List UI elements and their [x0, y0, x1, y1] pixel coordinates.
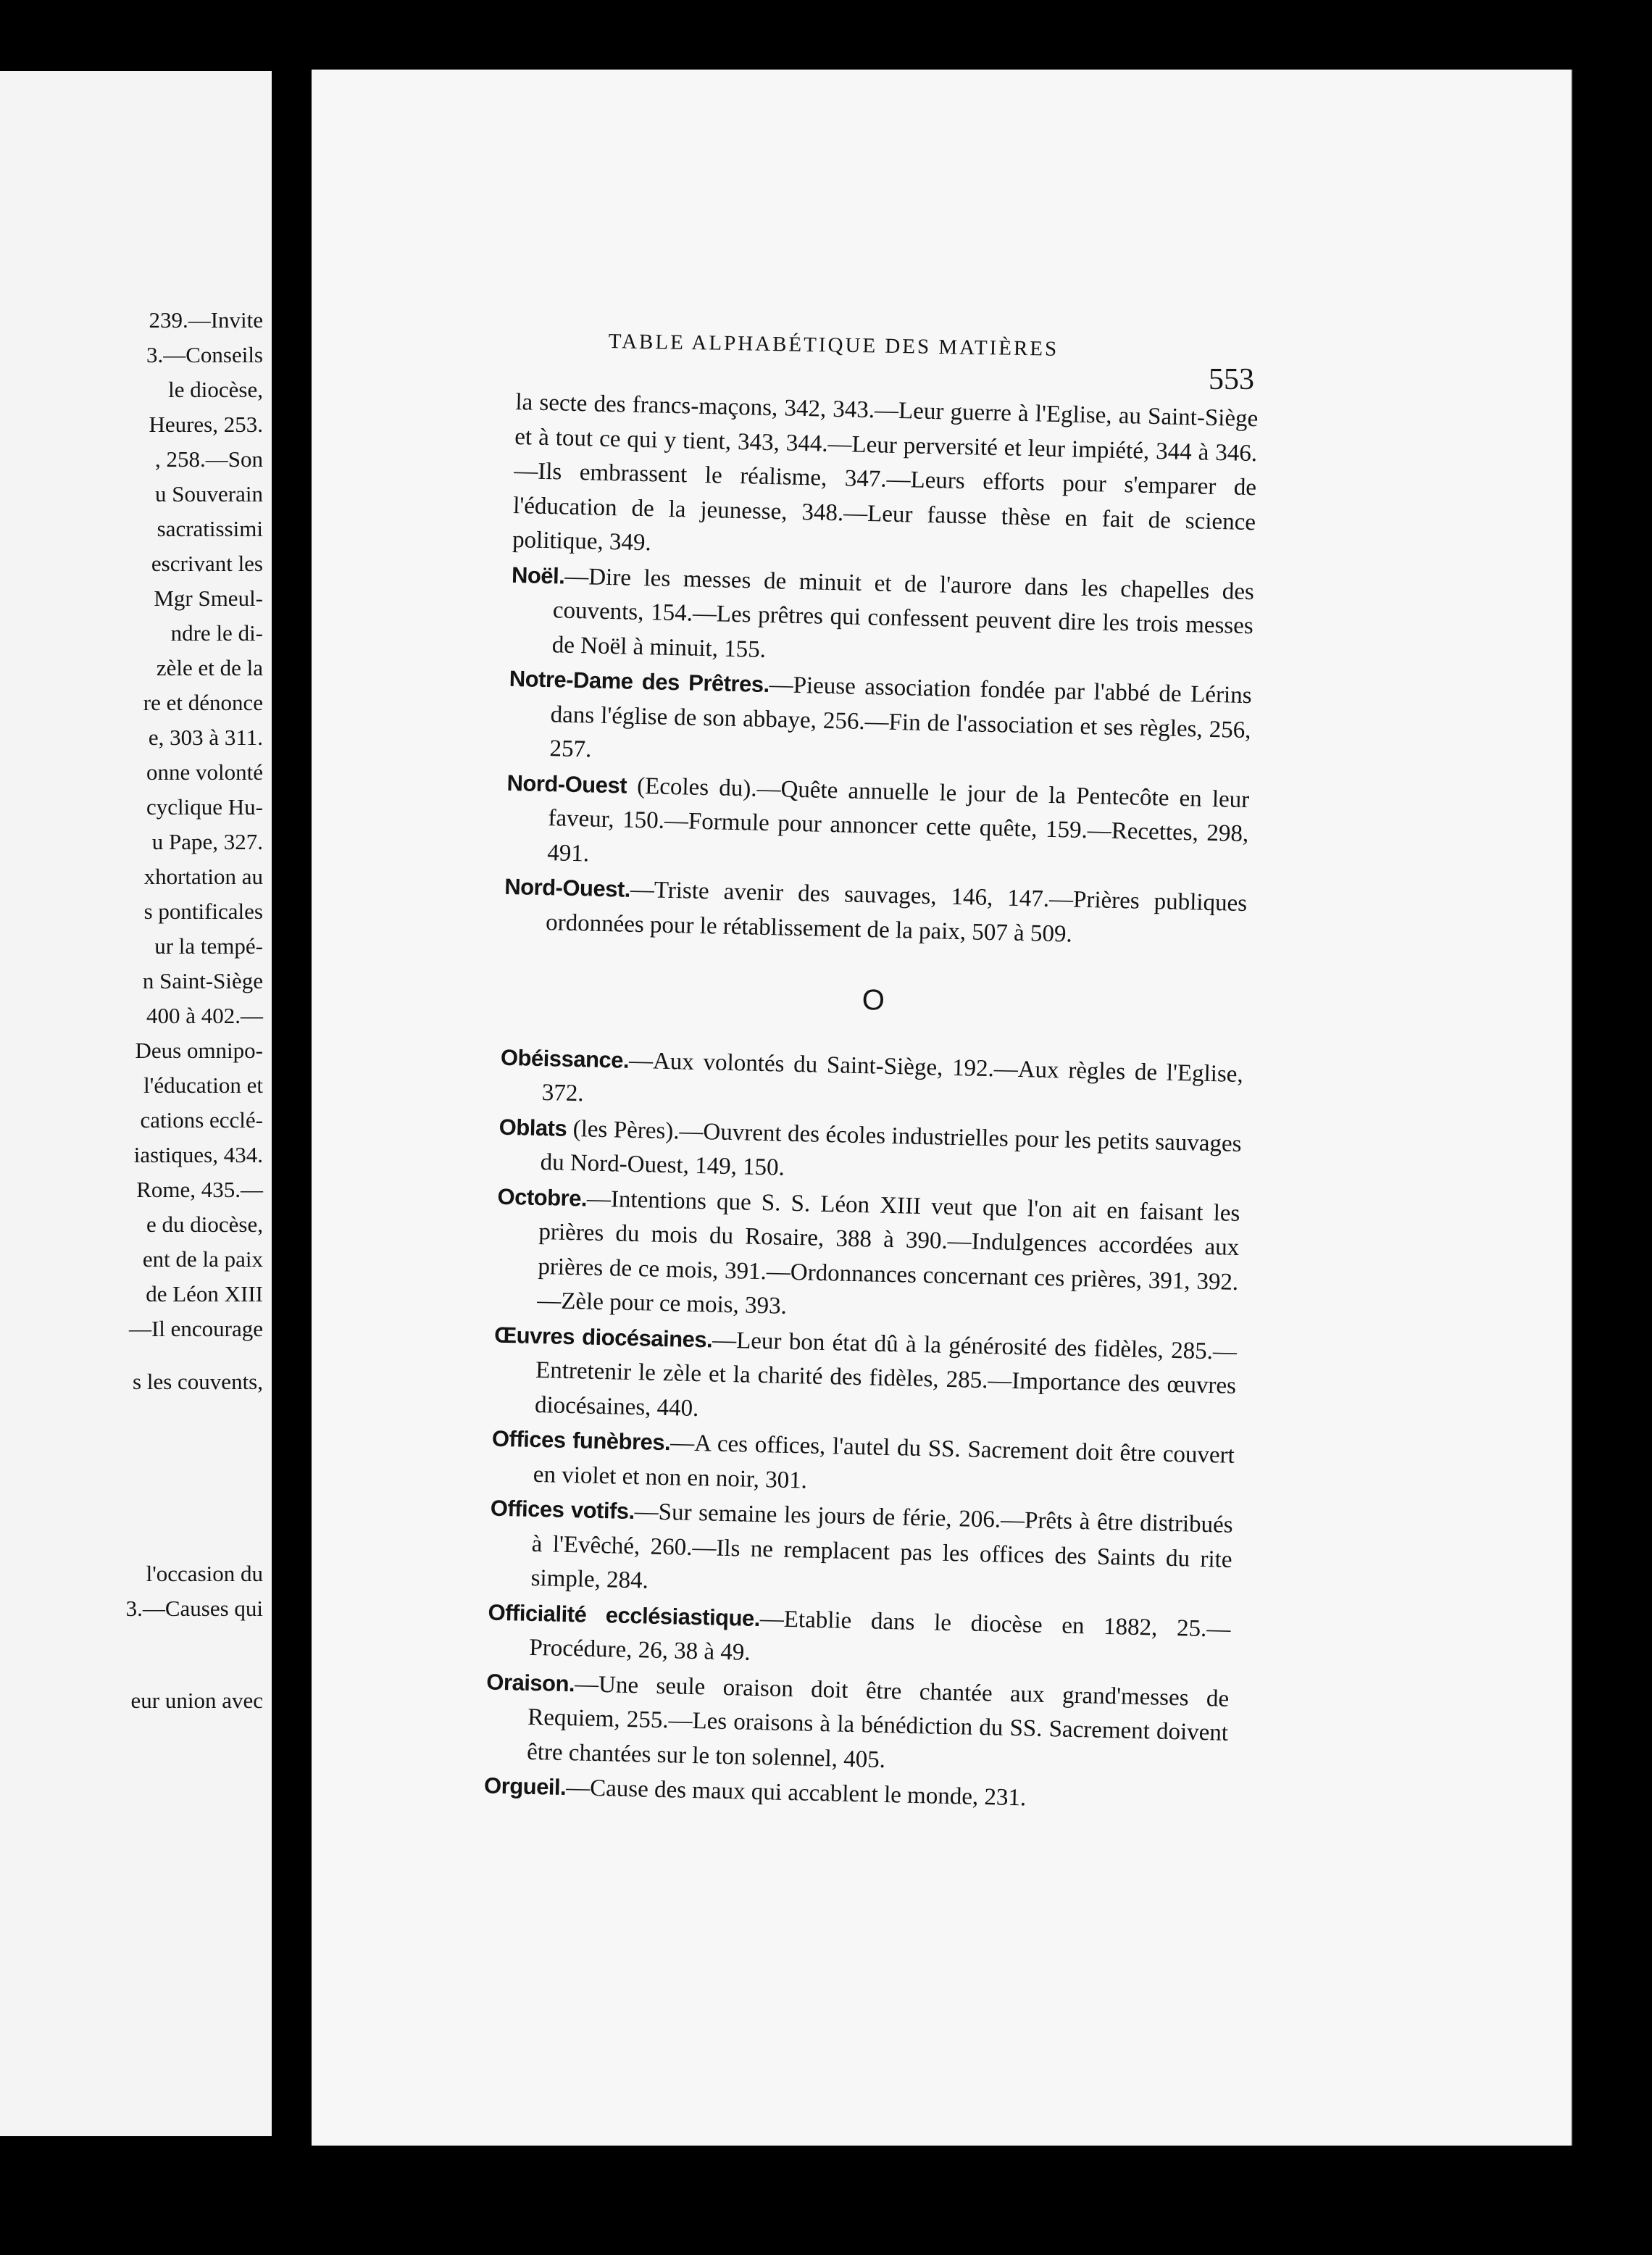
entry-heading: Notre-Dame des Prêtres. — [509, 665, 770, 698]
left-page-line: cations ecclé- — [140, 1107, 263, 1133]
left-page — [0, 71, 272, 2136]
left-page-line: u Pape, 327. — [151, 829, 263, 854]
left-page-line: ur la tempé- — [154, 933, 263, 959]
index-content — [484, 385, 1259, 1820]
left-page-line: 400 à 402.— — [146, 1003, 263, 1028]
entry-text: —Pieuse association fondée par l'abbé de Lérins dans l'église de son abbaye, 256.—Fin de l'association et ses règles, 256, 257. — [549, 672, 1252, 763]
entry-text: —Etablie dans le diocèse en 1882, 25.—Procédure, 26, 38 à 49. — [529, 1605, 1231, 1666]
left-page-line: —Il encourage — [128, 1316, 263, 1341]
entry-text: (Ecoles du).—Quête annuelle le jour de la Pentecôte en leur faveur, 150.—Formule pour annoncer cette quête, 159.—Recettes, 298, 491. — [546, 772, 1250, 867]
left-page-line: 239.—Invite — [149, 307, 263, 333]
left-page-line: re et dénonce — [143, 690, 263, 715]
entry-heading: Officialité ecclésiastique. — [488, 1599, 761, 1631]
index-entry — [505, 765, 1250, 886]
entry-heading: Offices funèbres. — [491, 1425, 671, 1456]
entry-text: —Cause des maux qui accablent le monde, 231. — [565, 1775, 1027, 1812]
entry-heading: Offices votifs. — [490, 1495, 635, 1525]
entry-text: —A ces offices, l'autel du SS. Sacrement doit être couvert en violet et non en noir, 301. — [533, 1430, 1235, 1494]
entry-heading: Oraison. — [486, 1669, 575, 1696]
left-page-line: s pontificales — [143, 899, 263, 924]
index-entry — [493, 1317, 1238, 1438]
entry-heading: Obéissance. — [500, 1044, 630, 1073]
left-page-line: iastiques, 434. — [133, 1142, 263, 1167]
left-page-line: cyclique Hu- — [146, 794, 263, 820]
entry-text: —Dire les messes de minuit et de l'aurore dans les chapelles des couvents, 154.—Les prêtres qui confessent peuvent dire les trois messes de Noël à minuit, 155. — [551, 563, 1255, 663]
entry-heading: Orgueil. — [483, 1772, 567, 1801]
entry-heading: Œuvres diocésaines. — [493, 1322, 713, 1352]
left-page-line: e du diocèse, — [146, 1212, 263, 1237]
book-gutter — [274, 71, 310, 2136]
index-entry — [509, 557, 1254, 678]
entry-heading: Oblats — [498, 1114, 567, 1141]
entries-o — [484, 1040, 1244, 1820]
entry-text: —Une seule oraison doit être chantée aux grand'messes de Requiem, 255.—Les oraisons à la bénédiction du SS. Sacrement doivent être chantées sur le ton solennel, 405. — [526, 1670, 1230, 1773]
entry-heading: Nord-Ouest — [506, 770, 627, 799]
header-title: TABLE ALPHABÉTIQUE DES MATIÈRES — [608, 330, 1059, 361]
entry-text: (les Pères).—Ouvrent des écoles industrielles pour les petits sauvages du Nord-Ouest, 149, 150. — [540, 1115, 1242, 1181]
left-page-line: l'éducation et — [143, 1072, 263, 1098]
left-page-line: Mgr Smeul- — [154, 585, 263, 611]
left-page-line: ent de la paix — [142, 1246, 263, 1272]
left-page-line: e, 303 à 311. — [148, 725, 263, 750]
left-page-line: n Saint-Siège — [142, 968, 263, 993]
entry-text: —Leur bon état dû à la générosité des fidèles, 285.—Entretenir le zèle et la charité des fidèles, 285.—Importance des œuvres diocésaines, 440. — [534, 1326, 1238, 1422]
left-page-line: l'occasion du — [146, 1561, 263, 1586]
left-page-line: de Léon XIII — [146, 1281, 263, 1306]
left-page-line: sacratissimi — [157, 516, 263, 541]
index-entry — [488, 1491, 1233, 1612]
left-page-line: escrivant les — [151, 551, 263, 576]
left-page-line: zèle et de la — [156, 655, 263, 680]
index-entry — [495, 1179, 1240, 1334]
entry-text: —Intentions que S. S. Léon XIII veut que l'on ait en faisant les prières du mois du Rosaire, 388 à 390.—Indulgences accordées aux prières de ce mois, 391.—Ordonnances concernant ces prières, 391, 392.—Zèle pour ce mois, 393. — [536, 1185, 1240, 1320]
left-page-line: le diocèse, — [168, 377, 263, 402]
page-edge — [1571, 70, 1572, 2146]
index-entry — [485, 1664, 1230, 1785]
continuation-text: la secte des francs-maçons, 342, 343.—Leur guerre à l'Eglise, au Saint-Siège et à tout ce qui y tient, 343, 344.—Leur perversité et leur impiété, 344 à 346.—Ils embrassent le réalisme, 347.—Leurs efforts pour s'emparer de l'éducation de la jeunesse, 348.—Leur fausse thèse en fait de science politique, 349. — [512, 388, 1259, 557]
entry-text: —Sur semaine les jours de férie, 206.—Prêts à être distribués à l'Evêché, 260.—Ils ne remplacent pas les offices des Saints du rite simple, 284. — [530, 1499, 1233, 1594]
left-page-line: onne volonté — [146, 759, 263, 785]
index-entry — [507, 662, 1252, 783]
left-page-line: Heures, 253. — [149, 412, 263, 437]
section-letter-o: O — [862, 984, 885, 1017]
left-page-line: Deus omnipo- — [135, 1038, 263, 1063]
left-page-line: ndre le di- — [170, 620, 263, 646]
left-page-line: 3.—Causes qui — [125, 1596, 263, 1621]
entries-n — [504, 557, 1255, 956]
left-page-line: , 258.—Son — [155, 446, 263, 472]
left-page-line: u Souverain — [155, 481, 263, 507]
left-page-line: Rome, 435.— — [136, 1177, 263, 1202]
entry-heading: Nord-Ouest. — [504, 873, 631, 902]
entry-heading: Octobre. — [497, 1183, 588, 1212]
left-page-line: 3.—Conseils — [146, 342, 263, 367]
left-page-line: xhortation au — [143, 864, 263, 889]
entry-text: —Triste avenir des sauvages, 146, 147.—Prières publiques ordonnées pour le rétablissement de la paix, 507 à 509. — [545, 876, 1248, 948]
entry-text: —Aux volontés du Saint-Siège, 192.—Aux règles de l'Eglise, 372. — [541, 1047, 1244, 1107]
page-number: 553 — [1209, 363, 1254, 396]
entry-heading: Noël. — [511, 562, 565, 589]
left-page-line: s les couvents, — [133, 1369, 263, 1394]
left-page-line: eur union avec — [130, 1688, 263, 1713]
